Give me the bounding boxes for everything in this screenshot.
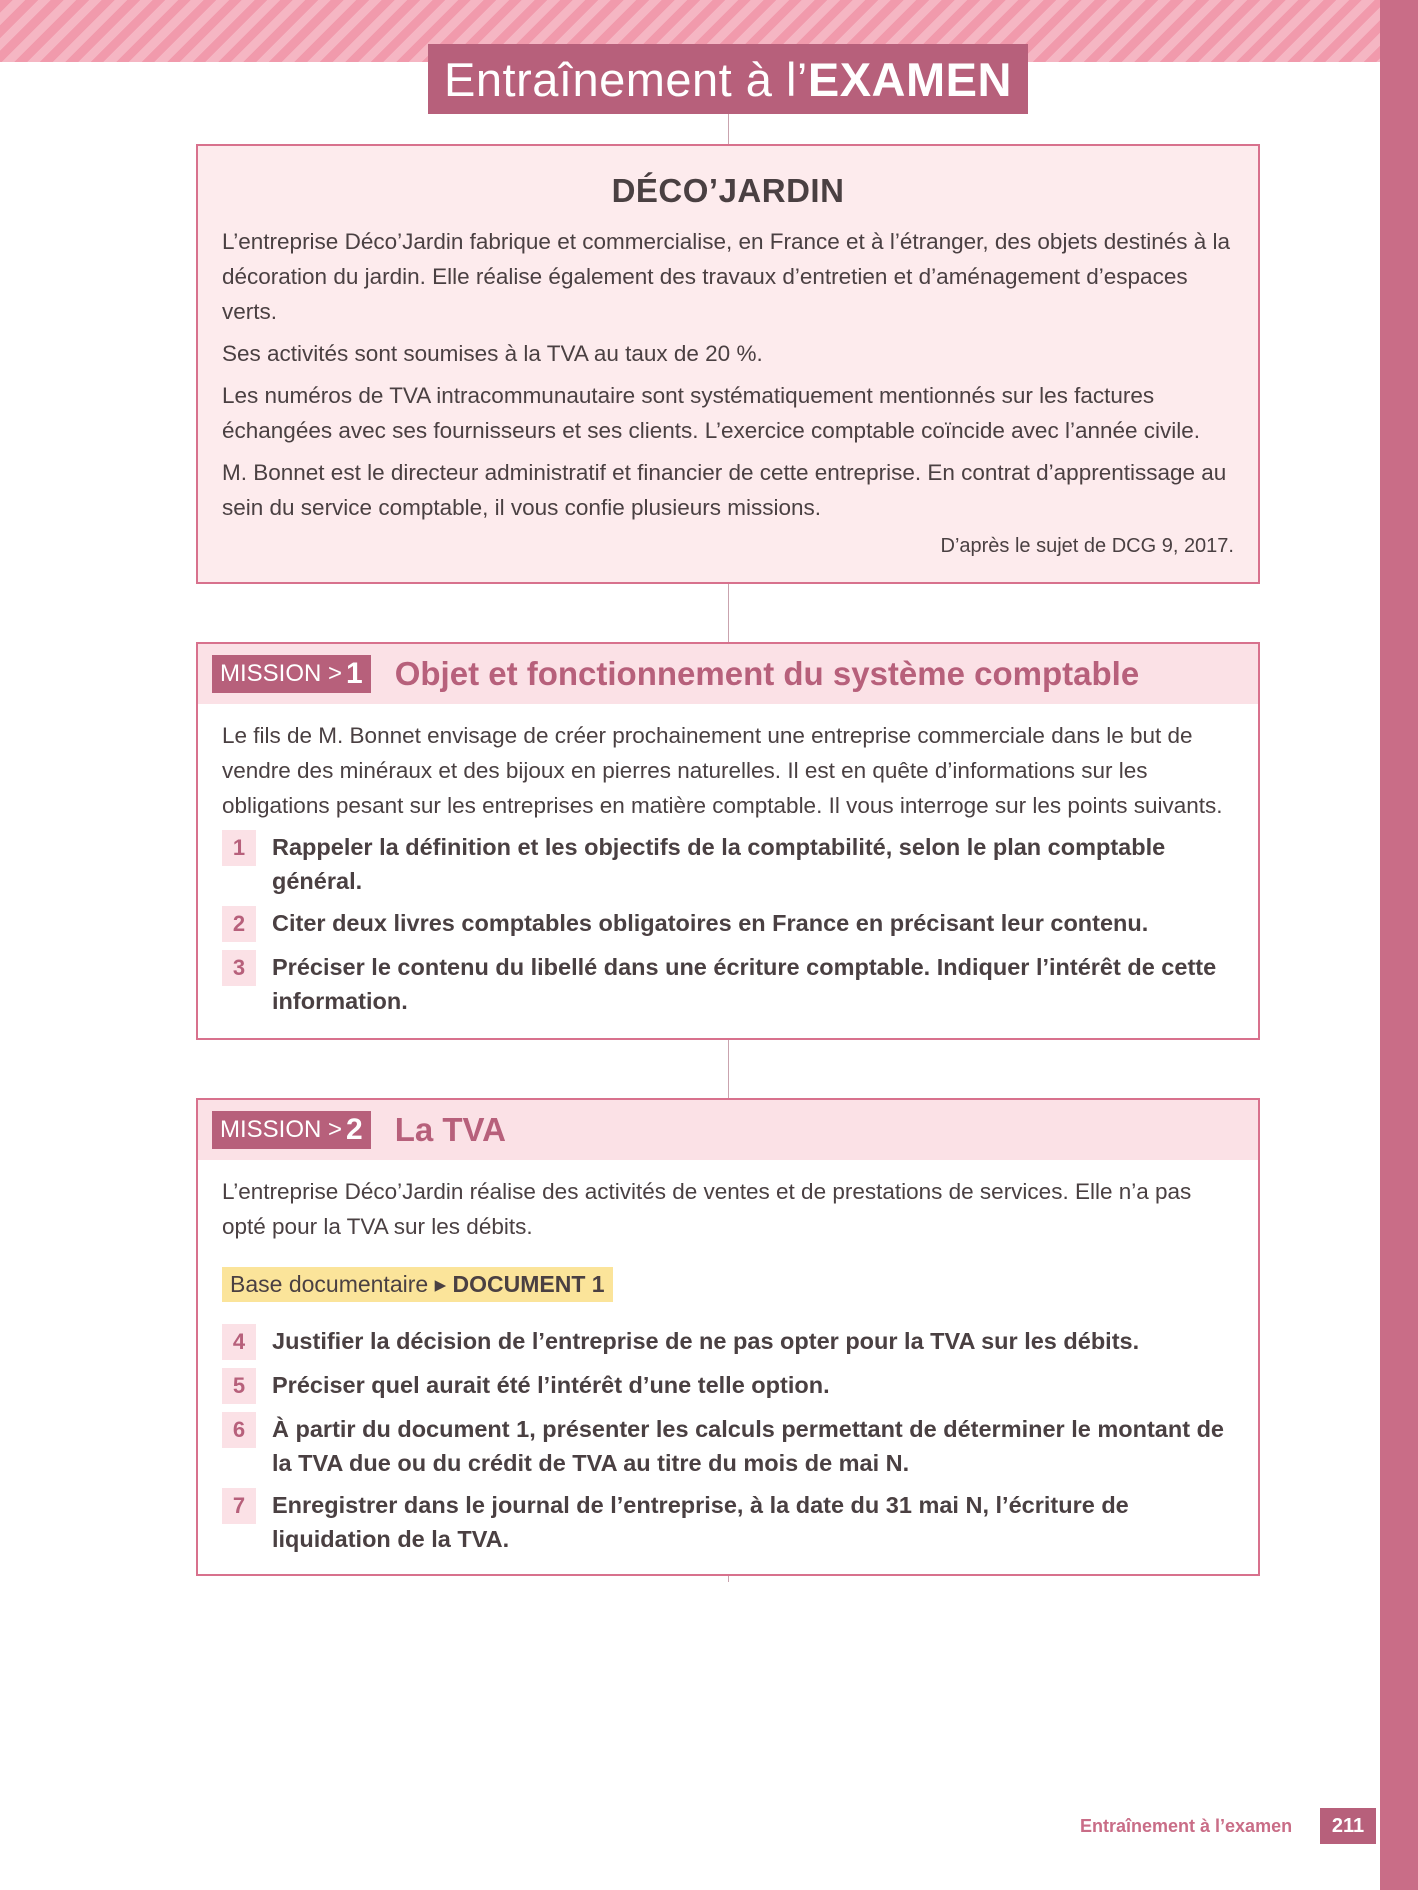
question-number: 3 bbox=[222, 950, 256, 986]
page-title-bold: EXAMEN bbox=[807, 52, 1012, 106]
question-number: 7 bbox=[222, 1488, 256, 1524]
question-item bbox=[222, 830, 1234, 898]
question-text: À partir du document 1, présenter les calculs permettant de déterminer le montant de la TVA due ou du crédit de TVA au titre du mois de mai N. bbox=[272, 1416, 1224, 1476]
intro-paragraph: Les numéros de TVA intracommunautaire sont systématiquement mentionnés sur les factures échangées avec ses fournisseurs et ses clients. L’exercice comptable coïncide avec l’année civile. bbox=[222, 383, 1201, 443]
page-number: 211 bbox=[1320, 1808, 1376, 1844]
connector-line bbox=[728, 584, 729, 642]
connector-line bbox=[728, 114, 729, 144]
document-reference-tag[interactable] bbox=[222, 1267, 613, 1302]
question-text: Rappeler la définition et les objectifs de la comptabilité, selon le plan comptable général. bbox=[272, 834, 1166, 894]
play-arrow-icon: ▸ bbox=[434, 1271, 447, 1297]
case-title: DÉCO’JARDIN bbox=[611, 172, 845, 209]
mission-number: 2 bbox=[346, 1113, 363, 1146]
intro-paragraph: M. Bonnet est le directeur administratif et financier de cette entreprise. En contrat d’apprentissage au sein du service comptable, il vous confie plusieurs missions. bbox=[222, 460, 1227, 520]
footer-section-label: Entraînement à l’examen bbox=[1080, 1816, 1293, 1836]
question-text: Enregistrer dans le journal de l’entreprise, à la date du 31 mai N, l’écriture de liquidation de la TVA. bbox=[272, 1492, 1129, 1552]
mission-number: 1 bbox=[346, 657, 363, 690]
question-text: Préciser quel aurait été l’intérêt d’une telle option. bbox=[272, 1372, 830, 1398]
mission-1-box bbox=[196, 642, 1260, 1040]
intro-paragraph: Ses activités sont soumises à la TVA au taux de 20 %. bbox=[222, 341, 763, 366]
mission-title: La TVA bbox=[394, 1111, 506, 1148]
question-item bbox=[222, 1488, 1234, 1556]
connector-line bbox=[728, 1040, 729, 1098]
question-item bbox=[222, 1412, 1234, 1480]
mission-intro: Le fils de M. Bonnet envisage de créer prochainement une entreprise commerciale dans le but de vendre des minéraux et des bijoux en pierres naturelles. Il est en quête d’informations sur les obligations pesant sur les entreprises en matière comptable. Il vous interroge sur les points suivants. bbox=[222, 723, 1223, 818]
mission-badge bbox=[212, 655, 371, 693]
mission-title: Objet et fonctionnement du système comptable bbox=[394, 655, 1140, 692]
mission-body bbox=[198, 704, 1258, 1018]
doc-tag-label: Base documentaire bbox=[230, 1271, 429, 1297]
mission-header bbox=[198, 644, 1258, 704]
mission-badge bbox=[212, 1111, 371, 1149]
question-number: 1 bbox=[222, 830, 256, 866]
question-text: Citer deux livres comptables obligatoires en France en précisant leur contenu. bbox=[272, 910, 1149, 936]
right-margin-bar bbox=[1380, 0, 1418, 1890]
question-number: 5 bbox=[222, 1368, 256, 1404]
question-text: Justifier la décision de l’entreprise de ne pas opter pour la TVA sur les débits. bbox=[272, 1328, 1140, 1354]
mission-badge-label: MISSION > bbox=[220, 660, 343, 687]
question-item bbox=[222, 1324, 1234, 1360]
question-item bbox=[222, 1368, 1234, 1404]
mission-2-box bbox=[196, 1098, 1260, 1576]
mission-header bbox=[198, 1100, 1258, 1160]
page-title bbox=[428, 44, 1028, 114]
mission-body bbox=[198, 1160, 1258, 1556]
mission-intro: L’entreprise Déco’Jardin réalise des activités de ventes et de prestations de services. Elle n’a pas opté pour la TVA sur les débits. bbox=[222, 1179, 1192, 1239]
question-number: 6 bbox=[222, 1412, 256, 1448]
doc-tag-document: DOCUMENT 1 bbox=[452, 1271, 605, 1297]
page-title-light: Entraînement à l’ bbox=[444, 52, 808, 106]
question-number: 4 bbox=[222, 1324, 256, 1360]
question-number: 2 bbox=[222, 906, 256, 942]
connector-line bbox=[728, 1576, 729, 1582]
mission-badge-label: MISSION > bbox=[220, 1116, 343, 1143]
source-note: D’après le sujet de DCG 9, 2017. bbox=[940, 535, 1234, 557]
intro-paragraph: L’entreprise Déco’Jardin fabrique et commercialise, en France et à l’étranger, des objets destinés à la décoration du jardin. Elle réalise également des travaux d’entretien et d’aménagement d’espaces verts. bbox=[222, 229, 1231, 324]
question-item bbox=[222, 906, 1234, 942]
question-item bbox=[222, 950, 1234, 1018]
case-intro-box bbox=[196, 144, 1260, 584]
question-text: Préciser le contenu du libellé dans une écriture comptable. Indiquer l’intérêt de cette information. bbox=[272, 954, 1217, 1014]
